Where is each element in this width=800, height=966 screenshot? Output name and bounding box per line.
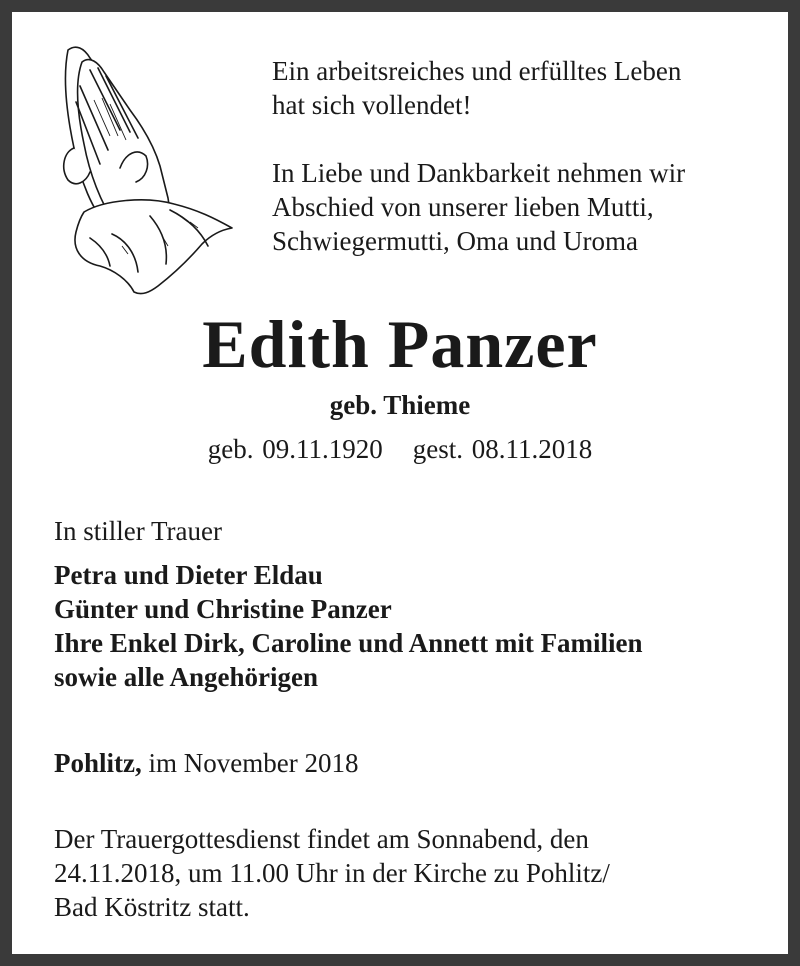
place-date <box>54 746 358 780</box>
place-month: im November 2018 <box>141 748 359 778</box>
service-line: Bad Köstritz statt. <box>54 892 250 922</box>
obituary-card <box>12 12 788 954</box>
mourner-entry: Günter und Christine Panzer <box>54 594 392 624</box>
mourner-entry: sowie alle Angehörigen <box>54 662 318 692</box>
death-date: gest. 08.11.2018 <box>412 434 593 464</box>
praying-hands-icon <box>50 40 240 302</box>
maiden-name: geb. Thieme <box>329 390 471 420</box>
mourner-entry: Ihre Enkel Dirk, Caroline und Annett mit Familien <box>54 628 643 658</box>
intro-line: Abschied von unserer lieben Mutti, <box>272 192 654 222</box>
intro-line: In Liebe und Dankbarkeit nehmen wir <box>272 158 686 188</box>
service-line: 24.11.2018, um 11.00 Uhr in der Kirche zu Pohlitz/ <box>54 858 610 888</box>
service-notice <box>54 822 610 924</box>
place-town: Pohlitz, <box>54 748 142 778</box>
mourners-list <box>54 558 643 694</box>
mourning-label: In stiller Trauer <box>54 516 222 546</box>
intro-line: hat sich vollendet! <box>272 90 472 120</box>
intro-line: Ein arbeitsreiches und erfülltes Leben <box>272 56 682 86</box>
birth-date: geb. 09.11.1920 <box>207 434 383 464</box>
service-line: Der Trauergottesdienst findet am Sonnabend, den <box>54 824 589 854</box>
life-dates <box>12 432 788 466</box>
deceased-name: Edith Panzer <box>202 306 598 382</box>
intro-text <box>272 54 685 258</box>
mourner-entry: Petra und Dieter Eldau <box>54 560 323 590</box>
intro-line: Schwiegermutti, Oma und Uroma <box>272 226 638 256</box>
